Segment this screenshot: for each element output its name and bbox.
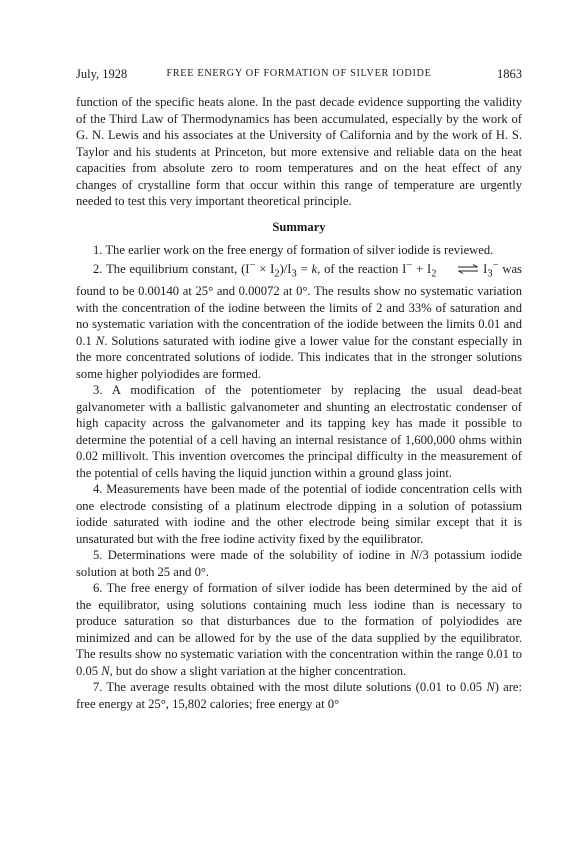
- header-title: FREE ENERGY OF FORMATION OF SILVER IODIDE: [166, 68, 432, 79]
- summary-item-5: 5. Determinations were made of the solubility of iodine in N/3 potassium iodide solution at both 25 and 0°.: [76, 548, 522, 579]
- equilibrium-arrow-icon: [440, 262, 479, 279]
- summary-item-3: 3. A modification of the potentiometer by replacing the usual dead-beat galvanometer with a ballistic galvanometer and shunting an electrostatic condenser of high capacity across the galvanometer and its tapping key has made it possible to determine the potential of a cell having an internal resistance of 1,600,000 ohms within 0.02 millivolt. This invention overcomes the principal difficulty in the measurement of the potential of cells having the liquid junction within a ground glass joint.: [76, 383, 522, 480]
- intro-paragraph: function of the specific heats alone. In the past decade evidence supporting the validity of the Third Law of Thermodynamics has been accumulated, especially by the work of G. N. Lewis and his associates at the University of California and by the work of H. S. Taylor and his students at Princeton, but more extensive and reliable data on the heat capacities from absolute zero to room temperatures and on the heat effect of any changes of crystalline form that occur within this range of temperature are urgently needed to test this very important theoretical principle.: [76, 95, 522, 208]
- summary-item-7: 7. The average results obtained with the most dilute solutions (0.01 to 0.05 N) are: free energy at 25°, 15,802 calories; free energy at 0°: [76, 680, 522, 711]
- running-header: [76, 67, 522, 83]
- summary-item-4: 4. Measurements have been made of the potential of iodide concentration cells with one electrode consisting of a platinum electrode dipping in a solution of potassium iodide saturated with iodine and the other electrode being similar except that it is unsaturated but with the free iodine activity fixed by the equilibrator.: [76, 482, 522, 546]
- page-number: 1863: [497, 67, 522, 81]
- header-date: July, 1928: [76, 67, 128, 81]
- summary-item-1: 1. The earlier work on the free energy of formation of silver iodide is reviewed.: [93, 242, 494, 257]
- summary-item-2: 2. The equilibrium constant, $(I^- \times I_2)/I_3 = k$, of the reaction $I^- + I_2$ $I_3^-$ was found to be 0.00140 at 25° and 0.00072 at 0°. The results show no systematic variation with the concentration of the iodine between the limits of 2 and 33% of saturation and no systematic variation with the concentration of the iodide between the limits 0.01 and 0.1 N. Solutions saturated with iodine give a lower value for the constant especially in the more concentrated solutions of iodide. This indicates that in the stronger solutions some higher polyiodides are formed.: [76, 260, 522, 381]
- summary-item-6: 6. The free energy of formation of silver iodide has been determined by the aid of the equilibrator, using solutions containing much less iodine than is necessary to produce saturation so that disturbances due to the formation of polyiodides are minimized and can be allowed for by the use of the data supplied by the equilibrator. The results show no systematic variation with the concentration within the range 0.01 to 0.05 N, but do show a slight variation at the higher concentration.: [76, 581, 522, 678]
- page-body: [76, 94, 522, 712]
- summary-heading: Summary: [272, 219, 326, 234]
